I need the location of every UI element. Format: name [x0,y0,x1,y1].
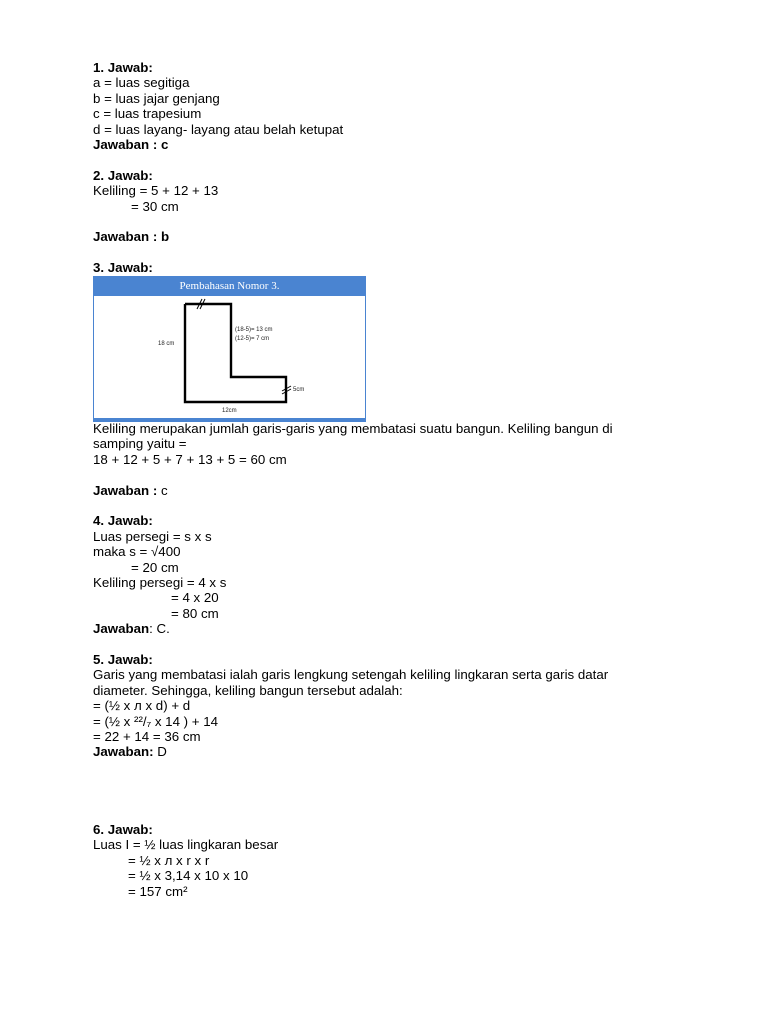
l-shape-outline [185,304,286,402]
q6-title: 6. Jawab: [93,822,153,837]
q4-line-3: = 20 cm [131,559,179,575]
q4-title: 4. Jawab: [93,513,153,529]
answers-block-2 [93,421,613,760]
q3-text-2: samping yaitu = [93,436,187,452]
q3-figure [93,276,366,422]
q3-title: 3. Jawab: [93,260,153,276]
q5-title: 5. Jawab: [93,652,153,668]
q5-line-4: = (½ x ²²/₇ x 14 ) + 14 [93,713,219,729]
q3-answer-label: Jawaban : [93,482,158,498]
q5-line-3: = (½ x л x d) + d [93,698,191,714]
q3-answer-value: c [157,482,168,498]
q4-line-1: Luas persegi = s x s [93,528,212,544]
q4-line-4: Keliling persegi = 4 x s [93,575,227,591]
answers-block-1 [93,60,343,276]
label-7cm: (12-5)= 7 cm [235,336,270,342]
label-13cm: (18-5)= 13 cm [235,327,273,333]
q6-line-2: = ½ x л x r x r [128,852,210,868]
q5-answer-label: Jawaban: [93,744,154,760]
q4-answer [93,621,613,636]
q1-option-d: d = luas layang- layang atau belah ketupat [93,121,344,137]
label-18cm: 18 cm [158,341,175,347]
q6-line-1: Luas I = ½ luas lingkaran besar [93,837,279,853]
q3-text-1: Keliling merupakan jumlah garis-garis yang membatasi suatu bangun. Keliling bangun di [93,421,613,436]
q3-figure-block [93,275,366,422]
q3-text-3: 18 + 12 + 5 + 7 + 13 + 5 = 60 cm [93,451,287,467]
q1-option-c: c = luas trapesium [93,106,202,122]
q5-answer [93,744,613,759]
q4-line-2: maka s = √400 [93,544,181,560]
q2-answer: Jawaban : b [93,229,170,245]
q3-answer [93,483,613,498]
q2-line-1: Keliling = 5 + 12 + 13 [93,183,219,199]
q6-line-4: = 157 cm² [128,883,188,899]
q1-option-b: b = luas jajar genjang [93,90,220,106]
q5-line-1: Garis yang membatasi ialah garis lengkung setengah keliling lingkaran serta garis datar [93,667,609,683]
q2-line-2: = 30 cm [131,198,179,214]
l-shape-diagram [94,277,367,423]
q4-line-5: = 4 x 20 [171,590,219,606]
q4-answer-label: Jawaban [93,621,150,637]
q4-answer-value: : C. [149,621,170,637]
q1-option-a: a = luas segitiga [93,75,190,91]
q5-answer-value: D [153,744,167,760]
q1-answer: Jawaban : c [93,137,169,153]
q4-line-6: = 80 cm [171,605,219,621]
label-5cm: 5cm [293,387,305,393]
label-12cm: 12cm [222,408,237,414]
q1-title: 1. Jawab: [93,60,153,75]
answers-block-3 [93,822,278,899]
q5-line-2: diameter. Sehingga, keliling bangun tersebut adalah: [93,682,403,698]
q5-line-5: = 22 + 14 = 36 cm [93,729,201,745]
q2-title: 2. Jawab: [93,167,153,183]
figure-header: Pembahasan Nomor 3. [94,277,365,296]
q6-line-3: = ½ x 3,14 x 10 x 10 [128,868,249,884]
